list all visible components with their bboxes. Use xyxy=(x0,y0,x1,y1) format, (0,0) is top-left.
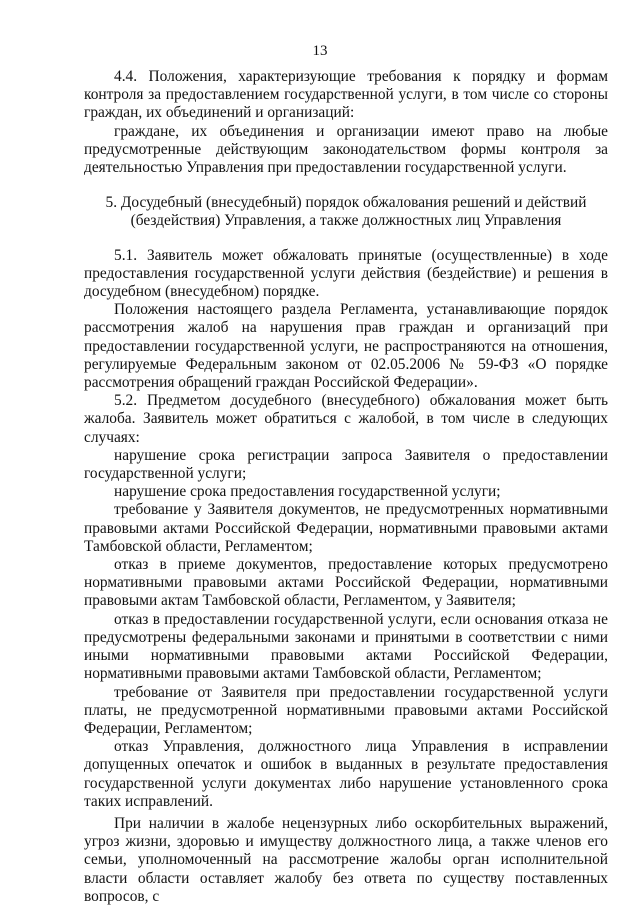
page-number: 13 xyxy=(312,43,328,59)
list-item: отказ в приеме документов, предоставление которых предусмотрено нормативными правовыми актами Российской Федерации, нормативными правовыми актам Тамбовской области, Регламентом, у Заявителя; xyxy=(84,556,608,610)
document-body xyxy=(84,68,608,906)
list-item: требование от Заявителя при предоставлении государственной услуги платы, не предусмотренной нормативными правовыми актами Российской Федерации, Регламентом; xyxy=(84,683,608,737)
spacer xyxy=(84,231,608,247)
paragraph-4-4-detail: граждане, их объединения и организации имеют право на любые предусмотренные действующим законодательством формы контроля за деятельностью Управления при предоставлении государственной услуги. xyxy=(84,122,608,177)
paragraph: Положения настоящего раздела Регламента, устанавливающие порядок рассмотрения жалоб на нарушения прав граждан и организаций при предоставлении государственной услуги, не распространяются на отношения, регулируемые Федеральным законом от 02.05.2006 № 59-ФЗ «О порядке рассмотрения обращений граждан Российской Федерации». xyxy=(84,301,608,392)
section-5-heading xyxy=(84,194,608,230)
list-item: нарушение срока предоставления государственной услуги; xyxy=(114,483,501,501)
list-item: отказ в предоставлении государственной услуги, если основания отказа не предусмотрены федеральными законами и принятыми в соответствии с ними иными нормативными правовыми актами Российской Федерации, нормативными правовыми актами Тамбовской области, Регламентом; xyxy=(84,610,608,683)
section-heading-line: 5. Досудебный (внесудебный) порядок обжалования решений и действий xyxy=(105,194,587,212)
list-item: нарушение срока регистрации запроса Заявителя о предоставлении государственной услуги; xyxy=(84,446,608,483)
section-heading-line: (бездействия) Управления, а также должностных лиц Управления xyxy=(130,212,562,230)
paragraph: При наличии в жалобе нецензурных либо оскорбительных выражений, угроз жизни, здоровью и имуществу должностного лица, а также членов его семьи, уполномоченный на рассмотрение жалобы орган исполнительной власти области оставляет жалобу без ответа по существу поставленных вопросов, с xyxy=(84,814,608,905)
paragraph: 5.1. Заявитель может обжаловать принятые (осуществленные) в ходе предоставления государственной услуги действия (бездействие) и решения в досудебном (внесудебном) порядке. xyxy=(84,246,608,301)
list-item: отказ Управления, должностного лица Управления в исправлении допущенных опечаток и ошибок в выданных в результате предоставления государственной услуги документах либо нарушение установленного срока таких исправлений. xyxy=(84,738,608,810)
spacer xyxy=(84,177,608,194)
list-item: требование у Заявителя документов, не предусмотренных нормативными правовыми актами Российской Федерации, нормативными правовыми актами Тамбовской области, Регламентом; xyxy=(84,501,608,555)
paragraph-4-4: 4.4. Положения, характеризующие требования к порядку и формам контроля за предоставлением государственной услуги, в том числе со стороны граждан, их объединений и организаций: xyxy=(84,68,608,122)
paragraph: 5.2. Предметом досудебного (внесудебного) обжалования может быть жалоба. Заявитель может обратиться с жалобой, в том числе в следующих случаях: xyxy=(84,392,608,446)
